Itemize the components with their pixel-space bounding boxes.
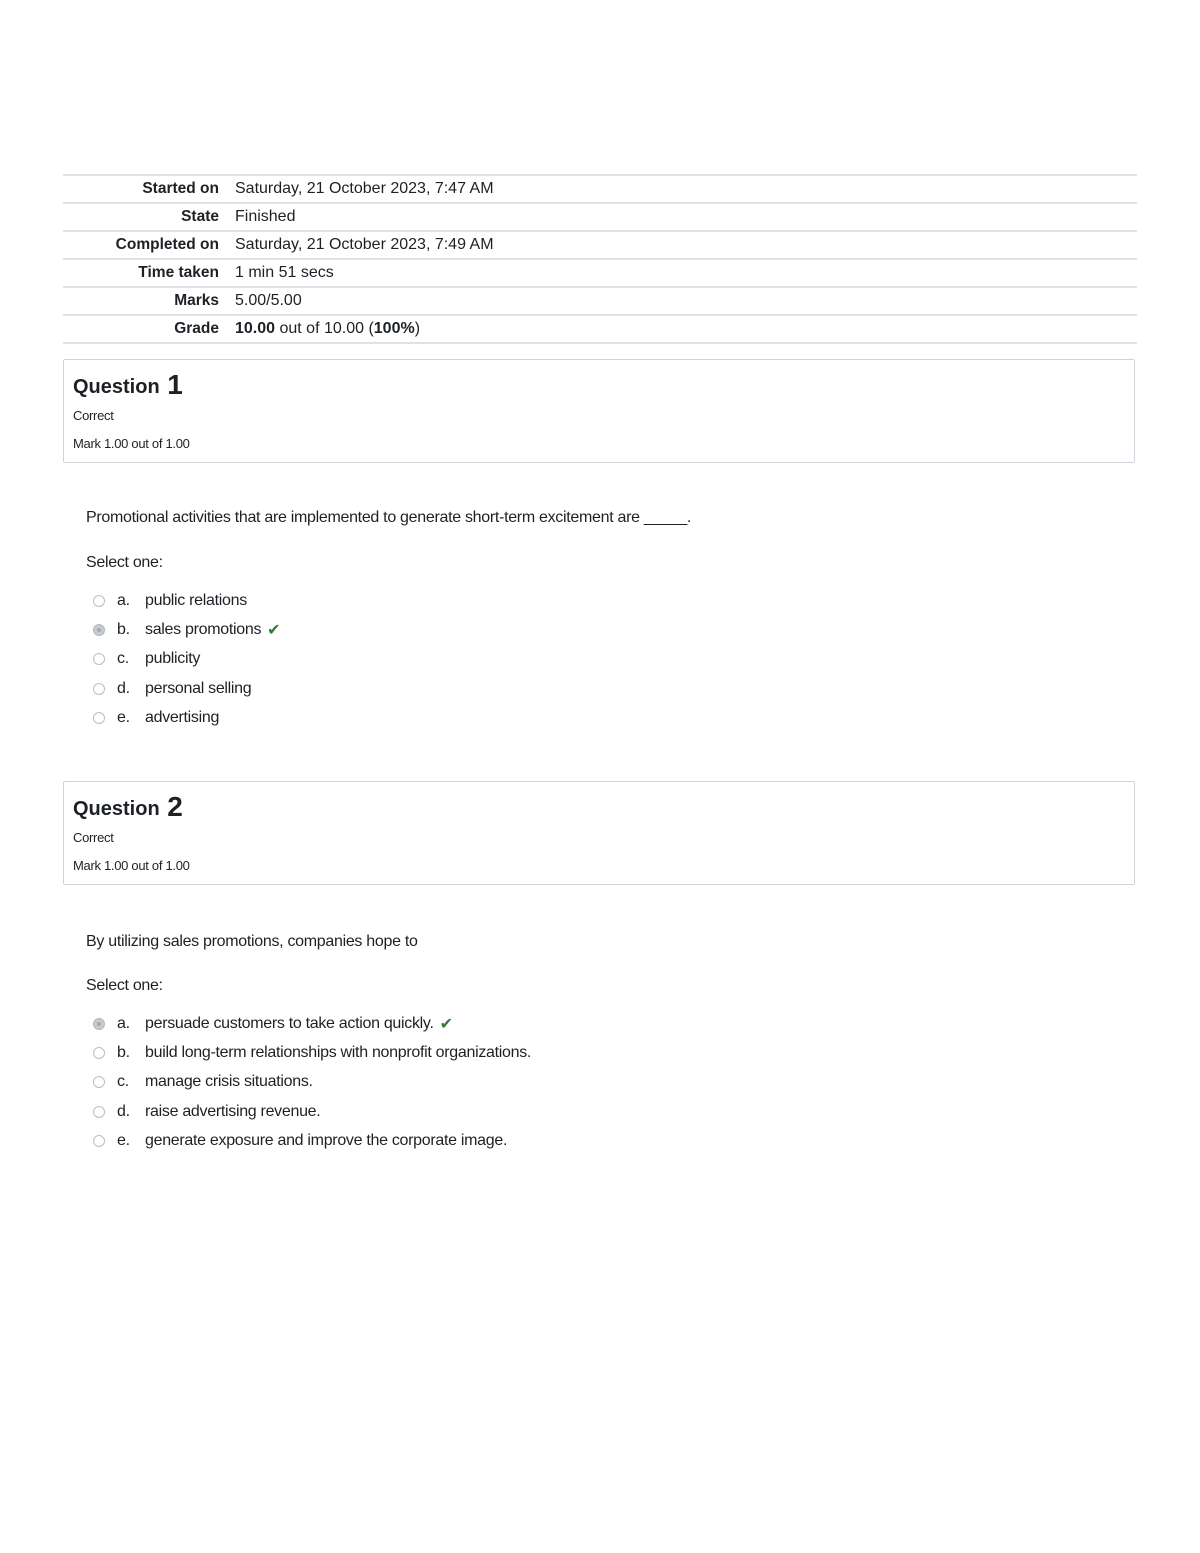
answer-option[interactable] — [93, 1097, 531, 1126]
answer-radio[interactable] — [93, 1076, 105, 1088]
question-label: Question — [73, 376, 160, 398]
summary-label: Marks — [174, 292, 219, 309]
question-2-prompt: Select one: — [86, 977, 163, 994]
question-number — [73, 790, 1125, 824]
summary-label: Completed on — [115, 236, 219, 253]
question-1-info — [63, 359, 1135, 463]
answer-option[interactable] — [93, 645, 280, 674]
question-number — [73, 368, 1125, 402]
summary-value: Finished — [235, 208, 296, 225]
answer-text: persuade customers to take action quickly. — [145, 1014, 434, 1032]
correct-check-icon: ✔ — [439, 1015, 453, 1033]
answer-text: sales promotions — [145, 620, 262, 638]
answer-letter: e. — [117, 1131, 130, 1149]
question-number-value: 1 — [167, 369, 183, 400]
summary-row-completed-on — [63, 231, 1137, 259]
answer-radio[interactable] — [93, 683, 105, 695]
answer-letter: b. — [117, 1043, 130, 1061]
summary-row-grade — [63, 315, 1137, 343]
answer-option[interactable] — [93, 674, 280, 703]
answer-text: manage crisis situations. — [145, 1073, 313, 1091]
question-state: Correct — [73, 830, 114, 845]
answer-letter: a. — [117, 1014, 130, 1032]
summary-value — [235, 315, 1137, 343]
answer-text: advertising — [145, 708, 220, 726]
summary-value: 5.00/5.00 — [235, 292, 302, 309]
answer-letter: c. — [117, 650, 129, 668]
question-label: Question — [73, 798, 160, 820]
answer-radio[interactable] — [93, 595, 105, 607]
answer-option[interactable] — [93, 1068, 531, 1097]
summary-label: Time taken — [138, 264, 219, 281]
question-state: Correct — [73, 408, 114, 423]
answer-option[interactable] — [93, 615, 280, 644]
answer-text: generate exposure and improve the corporate image. — [145, 1131, 508, 1149]
answer-text: public relations — [145, 591, 247, 609]
summary-label: Grade — [174, 320, 219, 337]
grade-score: 10.00 — [235, 320, 276, 337]
question-mark: Mark 1.00 out of 1.00 — [73, 436, 190, 451]
answer-letter: e. — [117, 708, 130, 726]
answer-radio[interactable] — [93, 1106, 105, 1118]
summary-row-marks — [63, 287, 1137, 315]
summary-row-state — [63, 203, 1137, 231]
answer-radio[interactable] — [93, 1135, 105, 1147]
answer-letter: b. — [117, 620, 130, 638]
answer-letter: d. — [117, 679, 130, 697]
answer-option[interactable] — [93, 1038, 531, 1067]
attempt-summary-table — [63, 174, 1137, 344]
summary-value: Saturday, 21 October 2023, 7:49 AM — [235, 236, 494, 253]
grade-close: ) — [414, 320, 421, 337]
answer-letter: c. — [117, 1073, 129, 1091]
answer-letter: a. — [117, 591, 130, 609]
question-2-text: By utilizing sales promotions, companies hope to — [86, 933, 418, 950]
answer-text: raise advertising revenue. — [145, 1102, 321, 1120]
summary-row-started-on — [63, 175, 1137, 203]
answer-radio[interactable] — [93, 1047, 105, 1059]
grade-percent: 100% — [373, 320, 415, 337]
question-mark: Mark 1.00 out of 1.00 — [73, 858, 190, 873]
answer-radio-selected[interactable] — [93, 1018, 105, 1030]
summary-row-time-taken — [63, 259, 1137, 287]
answer-text: personal selling — [145, 679, 252, 697]
question-1-text: Promotional activities that are implemented to generate short-term excitement are _____. — [86, 509, 692, 526]
answer-radio-selected[interactable] — [93, 624, 105, 636]
question-1-prompt: Select one: — [86, 554, 163, 571]
answer-letter: d. — [117, 1102, 130, 1120]
answer-text: build long-term relationships with nonprofit organizations. — [145, 1043, 532, 1061]
answer-option[interactable] — [93, 1009, 531, 1038]
grade-out-of: out of 10.00 ( — [275, 320, 374, 337]
answer-radio[interactable] — [93, 712, 105, 724]
summary-value: Saturday, 21 October 2023, 7:47 AM — [235, 180, 494, 197]
correct-check-icon: ✔ — [267, 621, 281, 639]
question-2-answers — [93, 1009, 531, 1155]
answer-option[interactable] — [93, 586, 280, 615]
answer-option[interactable] — [93, 703, 280, 732]
question-2-info — [63, 781, 1135, 885]
question-number-value: 2 — [167, 791, 183, 822]
summary-label: Started on — [142, 180, 219, 197]
summary-value: 1 min 51 secs — [235, 264, 334, 281]
answer-text: publicity — [145, 650, 201, 668]
summary-label: State — [181, 208, 219, 225]
answer-radio[interactable] — [93, 653, 105, 665]
question-1-answers — [93, 586, 280, 732]
answer-option[interactable] — [93, 1126, 531, 1155]
